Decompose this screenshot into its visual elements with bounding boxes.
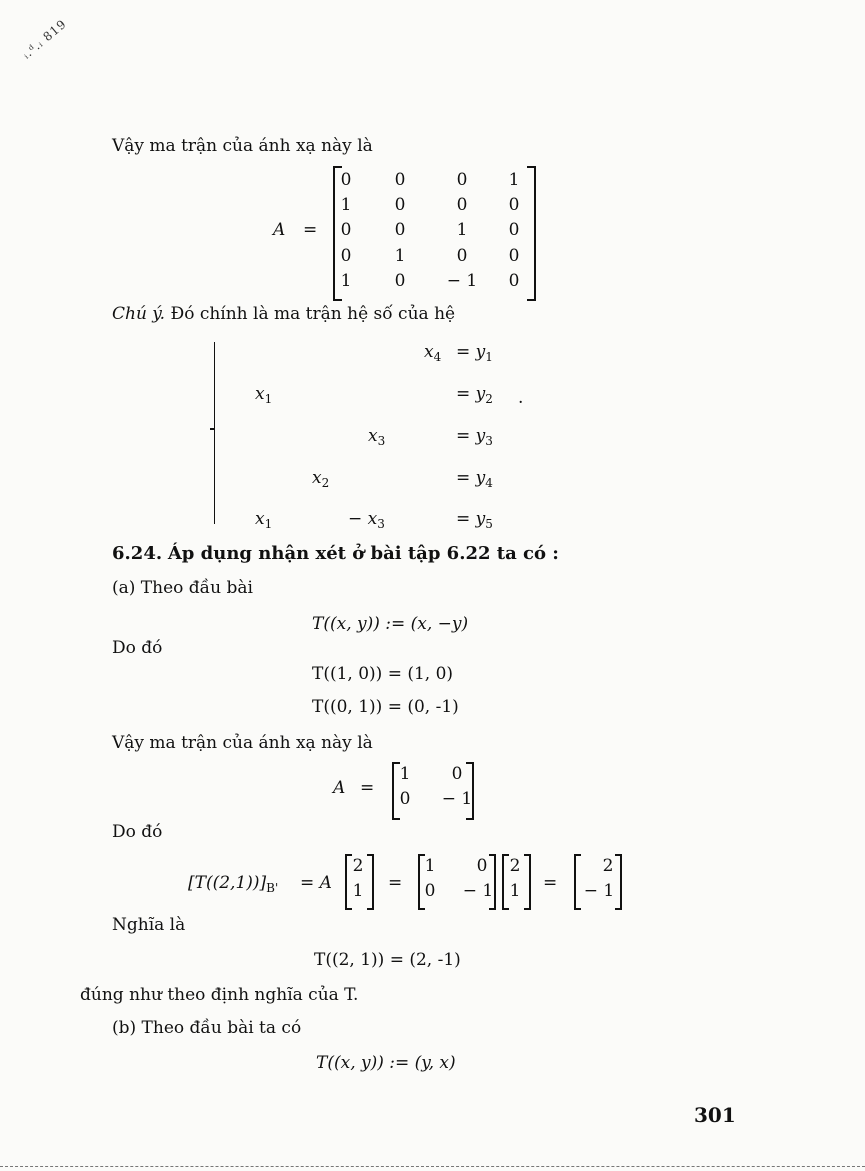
matrix-a-cell: 1	[394, 246, 406, 266]
note-label: Chú ý.	[112, 304, 166, 324]
system-term-sub: 1	[485, 350, 493, 364]
system-term	[255, 509, 272, 531]
system-term	[255, 384, 272, 406]
equation-5: T((2, 1)) = (2, -1)	[314, 950, 461, 970]
matrix-a-cell: 0	[394, 170, 406, 190]
system-term-main: − x	[348, 509, 378, 529]
nghia-la: Nghĩa là	[112, 915, 186, 935]
system-term	[456, 468, 493, 490]
bottom-rule	[0, 1166, 865, 1167]
part-b-intro: (b) Theo đầu bài ta có	[112, 1018, 302, 1038]
eq4-v3-cell: − 1	[583, 881, 615, 901]
do-do-1: Do đó	[112, 638, 163, 658]
system-term-main: = y	[456, 342, 486, 362]
matrix-b-cell: − 1	[441, 789, 473, 809]
matrix-b-cell: 1	[399, 764, 411, 784]
matrix-b-cell: 0	[451, 764, 463, 784]
system-term	[368, 426, 385, 448]
system-term	[456, 342, 493, 364]
matrix-a-cell: 0	[508, 195, 520, 215]
system-term	[312, 468, 329, 490]
matrix-a-cell: 1	[508, 170, 520, 190]
system-term-main: x	[312, 468, 322, 488]
corner-mark: ᵢ.ᵈ.ᵢ 819	[19, 16, 70, 62]
matrix-a-cell: 0	[508, 246, 520, 266]
system-term-main: = y	[456, 509, 486, 529]
eq4-m-cell: 0	[424, 881, 436, 901]
system-term-main: = y	[456, 468, 486, 488]
exercise-number: 6.24.	[112, 543, 163, 564]
matrix-a-cell: 1	[340, 195, 352, 215]
system-term-main: x	[424, 342, 434, 362]
exercise-heading	[112, 543, 559, 564]
matrix-a-equals: =	[303, 220, 318, 240]
matrix-b-lhs: A	[333, 778, 346, 798]
equation-6: T((x, y)) := (y, x)	[316, 1053, 456, 1073]
eq4-equals-2: =	[388, 873, 403, 893]
eq4-m-cell: 1	[424, 856, 436, 876]
exercise-text: Áp dụng nhận xét ở bài tập 6.22 ta có :	[167, 543, 559, 564]
eq4-v2-cell: 2	[509, 856, 521, 876]
matrix-a-lhs: A	[273, 220, 286, 240]
equation-1: T((x, y)) := (x, −y)	[312, 614, 469, 634]
matrix-a-cell: 0	[340, 170, 352, 190]
matrix-b-cell: 0	[399, 789, 411, 809]
do-do-2: Do đó	[112, 822, 163, 842]
system-term	[456, 384, 493, 406]
eq4-m-cell: 0	[476, 856, 488, 876]
eq4-v1-cell: 1	[352, 881, 364, 901]
note-text: Đó chính là ma trận hệ số của hệ	[170, 304, 456, 324]
system-term-main: = y	[456, 426, 486, 446]
matrix-a-cell: 0	[394, 271, 406, 291]
system-term-sub: 4	[433, 350, 442, 364]
matrix-a-cell: 0	[456, 195, 468, 215]
system-term-sub: 1	[264, 517, 273, 531]
matrix-a-cell: 0	[508, 271, 520, 291]
matrix-b-equals: =	[360, 778, 375, 798]
eq4-equals-a: = A	[300, 873, 332, 893]
system-term-main: = y	[456, 384, 486, 404]
matrix-a-cell: 0	[456, 170, 468, 190]
matrix-a-cell: 1	[456, 220, 468, 240]
system-term	[348, 509, 385, 531]
eq4-lhs-text: [T((2,1))]	[188, 873, 267, 893]
eq4-m-cell: − 1	[462, 881, 494, 901]
matrix-a-right-bracket	[527, 166, 536, 301]
system-term-sub: 3	[377, 434, 386, 448]
matrix-a-cell: 0	[340, 220, 352, 240]
system-term	[456, 426, 493, 448]
paragraph-2: Vậy ma trận của ánh xạ này là	[112, 733, 373, 753]
matrix-a-cell: 1	[340, 271, 352, 291]
equation-2: T((1, 0)) = (1, 0)	[312, 664, 454, 684]
eq4-lhs-sub: B'	[266, 881, 279, 895]
matrix-a-cell: − 1	[446, 271, 478, 291]
matrix-a-cell: 0	[340, 246, 352, 266]
paragraph-1: Vậy ma trận của ánh xạ này là	[112, 136, 373, 156]
system-term	[456, 509, 493, 531]
system-term-main: x	[255, 509, 265, 529]
system-term	[424, 342, 441, 364]
matrix-a-cell: 0	[456, 246, 468, 266]
eq4-v3-cell: 2	[602, 856, 614, 876]
eq4-lhs	[188, 873, 278, 895]
system-period: .	[518, 388, 524, 408]
eq4-v1-cell: 2	[352, 856, 364, 876]
eq4-equals-3: =	[543, 873, 558, 893]
system-term-main: x	[368, 426, 378, 446]
system-term-sub: 4	[485, 476, 493, 490]
system-term-sub: 1	[264, 392, 273, 406]
system-term-sub: 3	[377, 517, 385, 531]
eq4-v2-cell: 1	[509, 881, 521, 901]
matrix-a-cell: 0	[394, 220, 406, 240]
system-term-sub: 3	[485, 434, 493, 448]
matrix-a-cell: 0	[394, 195, 406, 215]
paragraph-3: đúng như theo định nghĩa của T.	[80, 985, 359, 1005]
matrix-a-cell: 0	[508, 220, 520, 240]
system-brace	[214, 342, 223, 524]
system-term-sub: 2	[321, 476, 330, 490]
part-a-intro: (a) Theo đầu bài	[112, 578, 253, 598]
equation-3: T((0, 1)) = (0, -1)	[312, 697, 459, 717]
note	[112, 304, 455, 324]
system-term-sub: 5	[485, 517, 493, 531]
system-term-sub: 2	[485, 392, 493, 406]
system-term-main: x	[255, 384, 265, 404]
page-number: 301	[694, 1103, 736, 1127]
